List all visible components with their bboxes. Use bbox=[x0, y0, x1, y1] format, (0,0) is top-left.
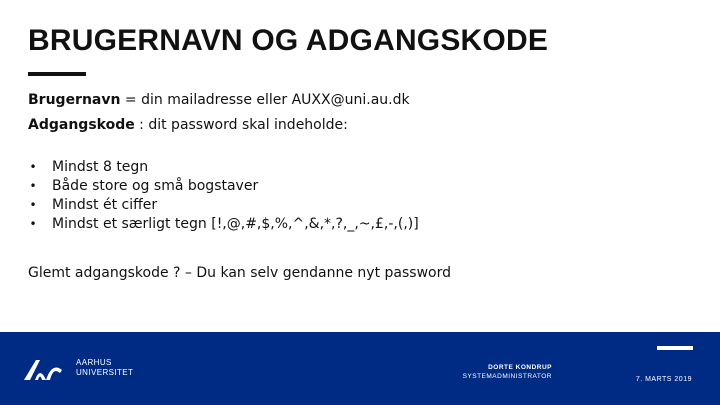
title-underline bbox=[28, 72, 86, 76]
presenter-info bbox=[463, 363, 552, 381]
password-label: Adgangskode bbox=[28, 117, 135, 133]
bullet-icon: • bbox=[29, 198, 37, 212]
slide-title: BRUGERNAVN OG ADGANGSKODE bbox=[28, 24, 549, 57]
username-description: = din mailadresse eller AUXX@uni.au.dk bbox=[120, 92, 410, 108]
bullet-icon: • bbox=[29, 179, 37, 193]
forgot-password-note: Glemt adgangskode ? – Du kan selv gendanne nyt password bbox=[28, 265, 451, 281]
university-name bbox=[76, 358, 133, 378]
slide-date: 7. MARTS 2019 bbox=[635, 376, 692, 383]
list-item bbox=[28, 177, 419, 196]
username-line bbox=[28, 92, 410, 108]
password-description: : dit password skal indeholde: bbox=[134, 117, 348, 133]
requirement-text: Både store og små bogstaver bbox=[52, 178, 259, 194]
username-label: Brugernavn bbox=[28, 92, 121, 108]
bullet-icon: • bbox=[29, 217, 37, 231]
requirement-text: Mindst et særligt tegn [!,@,#,$,%,^,&,*,?,_,~,£,-,(,)] bbox=[52, 216, 419, 232]
password-requirements-list bbox=[28, 158, 419, 234]
footer-dash bbox=[657, 346, 693, 350]
requirement-text: Mindst ét ciffer bbox=[52, 197, 158, 213]
university-name-line2: UNIVERSITET bbox=[76, 368, 134, 377]
university-name-line1: AARHUS bbox=[76, 358, 112, 367]
footer-bar bbox=[0, 332, 720, 405]
presenter-role: SYSTEMADMINISTRATOR bbox=[462, 373, 552, 380]
presenter-name: DORTE KONDRUP bbox=[488, 364, 552, 371]
list-item bbox=[28, 215, 419, 234]
requirement-text: Mindst 8 tegn bbox=[52, 159, 149, 175]
bullet-icon: • bbox=[29, 160, 37, 174]
list-item bbox=[28, 158, 419, 177]
aarhus-university-logo-icon bbox=[22, 356, 66, 382]
password-line bbox=[28, 117, 348, 133]
list-item bbox=[28, 196, 419, 215]
